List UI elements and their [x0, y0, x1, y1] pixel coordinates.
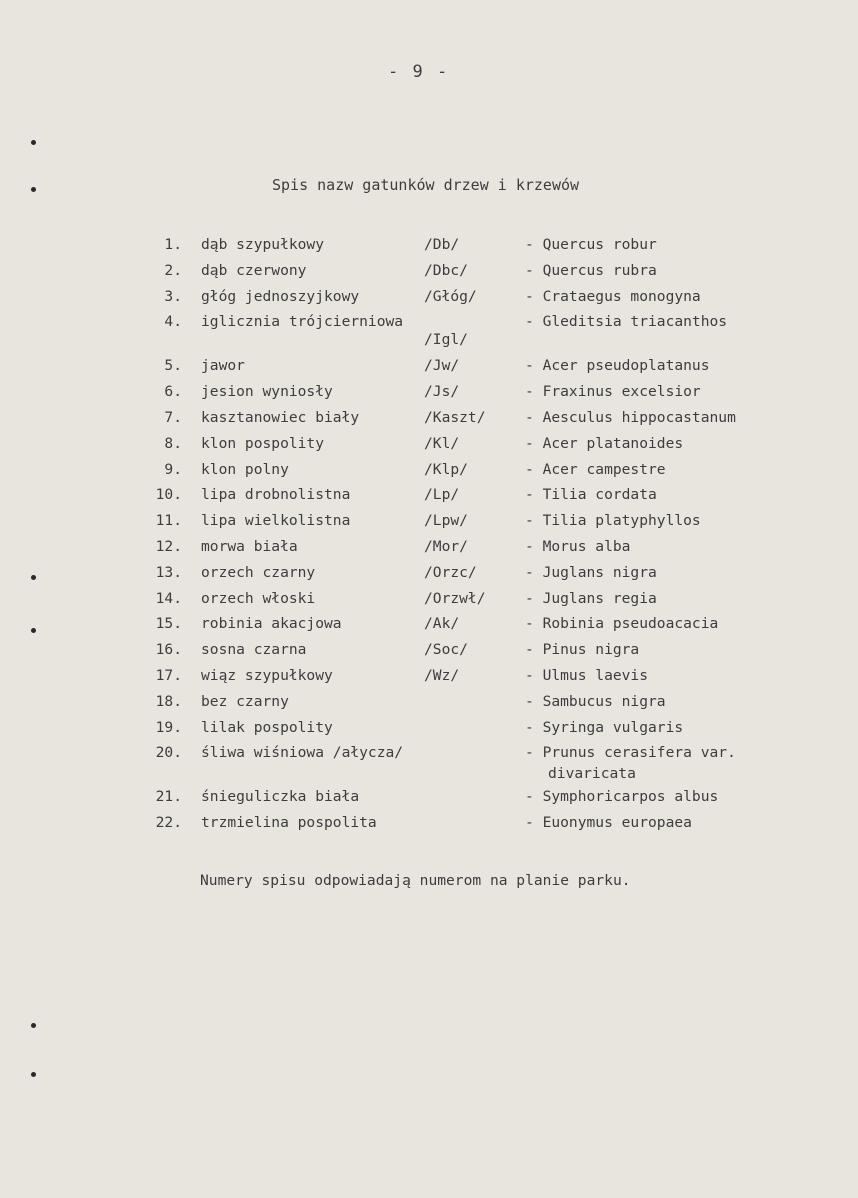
- item-latin-line: - Prunus cerasifera var.: [525, 744, 736, 762]
- item-abbreviation: /Mor/: [424, 537, 468, 555]
- list-item: [0, 431, 858, 457]
- item-number: 19.: [155, 718, 182, 736]
- item-latin-name: [525, 637, 639, 663]
- item-latin-name: [525, 611, 718, 637]
- item-latin-line: - Aesculus hippocastanum: [525, 408, 736, 426]
- item-polish-name: dąb czerwony: [201, 261, 307, 279]
- item-latin-line: - Syringa vulgaris: [525, 718, 684, 736]
- item-number: 11.: [155, 512, 182, 530]
- item-number: 5.: [164, 357, 182, 375]
- item-number: 20.: [155, 744, 182, 762]
- item-latin-line: - Gleditsia triacanthos: [525, 313, 728, 331]
- item-polish-name: klon polny: [201, 460, 289, 478]
- item-abbreviation: /Kaszt/: [424, 408, 486, 426]
- item-latin-name: [525, 784, 718, 810]
- item-latin-name: [525, 560, 657, 586]
- item-polish-name: sosna czarna: [201, 641, 307, 659]
- list-item: [0, 784, 858, 810]
- item-abbreviation: /Ak/: [424, 615, 460, 633]
- item-latin-line: - Sambucus nigra: [525, 692, 666, 710]
- list-item: [0, 405, 858, 431]
- item-polish-name: głóg jednoszyjkowy: [201, 287, 360, 305]
- item-latin-name: [525, 534, 630, 560]
- item-polish-name: jawor: [201, 357, 245, 375]
- item-abbreviation: /Kl/: [424, 434, 460, 452]
- item-latin-name: [525, 740, 736, 781]
- item-latin-name: [525, 258, 657, 284]
- list-item: [0, 637, 858, 663]
- list-item: [0, 663, 858, 689]
- item-abbreviation: /Soc/: [424, 641, 468, 659]
- item-number: 7.: [164, 408, 182, 426]
- list-item: [0, 560, 858, 586]
- item-latin-line: - Tilia platyphyllos: [525, 512, 701, 530]
- list-item: [0, 482, 858, 508]
- item-latin-line-continuation: divaricata: [548, 765, 636, 783]
- item-latin-name: [525, 586, 657, 612]
- item-latin-line: - Juglans nigra: [525, 563, 657, 581]
- item-latin-line: - Symphoricarpos albus: [525, 788, 719, 806]
- item-number: 15.: [155, 615, 182, 633]
- item-latin-name: [525, 232, 657, 258]
- item-number: 8.: [164, 434, 182, 452]
- list-item: [0, 353, 858, 379]
- item-latin-line: - Tilia cordata: [525, 486, 657, 504]
- item-polish-name: orzech czarny: [201, 563, 316, 581]
- item-latin-name: [525, 663, 648, 689]
- item-number: 2.: [164, 261, 182, 279]
- item-polish-name: trzmielina pospolita: [201, 814, 377, 832]
- list-item: [0, 258, 858, 284]
- item-polish-name: klon pospolity: [201, 434, 325, 452]
- list-item: [0, 309, 858, 353]
- item-latin-line: - Pinus nigra: [525, 641, 640, 659]
- item-number: 14.: [155, 589, 182, 607]
- item-number: 17.: [155, 666, 182, 684]
- item-polish-name: śnieguliczka biała: [201, 788, 360, 806]
- item-abbreviation: /Js/: [424, 383, 460, 401]
- item-latin-line: - Crataegus monogyna: [525, 287, 701, 305]
- item-latin-line: - Quercus robur: [525, 236, 657, 253]
- item-abbreviation: /Db/: [424, 236, 460, 253]
- list-item: [0, 508, 858, 534]
- item-polish-name: robinia akacjowa: [201, 615, 342, 633]
- item-latin-name: [525, 431, 683, 457]
- list-item: [0, 810, 858, 836]
- item-number: 21.: [155, 788, 182, 806]
- item-number: 6.: [164, 383, 182, 401]
- item-latin-line: - Ulmus laevis: [525, 666, 649, 684]
- item-latin-name: [525, 689, 666, 715]
- item-polish-name: jesion wyniosły: [201, 383, 333, 401]
- item-latin-line: - Quercus rubra: [525, 261, 657, 279]
- item-number: 18.: [155, 692, 182, 710]
- item-polish-name: wiąz szypułkowy: [201, 666, 333, 684]
- item-latin-name: [525, 810, 692, 836]
- item-polish-name: kasztanowiec biały: [201, 408, 360, 426]
- list-item: [0, 457, 858, 483]
- item-abbreviation: /Orzc/: [424, 563, 477, 581]
- item-latin-line: - Acer platanoides: [525, 434, 684, 452]
- list-item: [0, 586, 858, 612]
- item-latin-line: - Fraxinus excelsior: [525, 383, 701, 401]
- punch-hole-mark: [31, 187, 36, 192]
- item-latin-name: [525, 353, 710, 379]
- item-number: 13.: [155, 563, 182, 581]
- species-list: [0, 232, 858, 836]
- item-abbreviation: /Dbc/: [424, 261, 468, 279]
- punch-hole-mark: [31, 140, 36, 145]
- list-item: [0, 379, 858, 405]
- item-polish-name: bez czarny: [201, 692, 289, 710]
- item-abbreviation: /Orzwł/: [424, 589, 486, 607]
- item-abbreviation: /Głóg/: [424, 287, 477, 305]
- item-number: 3.: [164, 287, 182, 305]
- footnote: Numery spisu odpowiadają numerom na planie parku.: [200, 872, 631, 889]
- punch-hole-mark: [31, 1072, 36, 1077]
- item-number: 22.: [155, 814, 182, 832]
- item-latin-name: [525, 508, 701, 534]
- item-latin-name: [525, 715, 683, 741]
- item-latin-name: [525, 405, 736, 431]
- item-polish-name: lilak pospolity: [201, 718, 333, 736]
- list-item: [0, 611, 858, 637]
- item-number: 16.: [155, 641, 182, 659]
- item-latin-name: [525, 379, 701, 405]
- item-number: 9.: [164, 460, 182, 478]
- item-latin-line: - Euonymus europaea: [525, 814, 692, 832]
- item-polish-name: lipa drobnolistna: [201, 486, 351, 504]
- item-number: 1.: [164, 236, 182, 253]
- page-title: Spis nazw gatunków drzew i krzewów: [272, 176, 580, 194]
- item-number: 12.: [155, 537, 182, 555]
- item-number: 4.: [164, 313, 182, 331]
- item-abbreviation: /Wz/: [424, 666, 460, 684]
- item-abbreviation: /Klp/: [424, 460, 468, 478]
- item-abbreviation: /Lp/: [424, 486, 460, 504]
- item-latin-line: - Acer pseudoplatanus: [525, 357, 710, 375]
- item-polish-name: lipa wielkolistna: [201, 512, 351, 530]
- list-item: [0, 284, 858, 310]
- item-polish-name: morwa biała: [201, 537, 298, 555]
- list-item: [0, 689, 858, 715]
- list-item: [0, 715, 858, 741]
- item-polish-name: iglicznia trójcierniowa: [201, 313, 404, 331]
- item-latin-name: [525, 457, 666, 483]
- item-number: 10.: [155, 486, 182, 504]
- punch-hole-mark: [31, 1023, 36, 1028]
- page-number: - 9 -: [388, 62, 450, 82]
- item-polish-name: orzech włoski: [201, 589, 316, 607]
- item-latin-line: - Morus alba: [525, 537, 631, 555]
- item-polish-name: śliwa wiśniowa /ałycza/: [201, 744, 404, 762]
- item-latin-name: [525, 309, 727, 335]
- item-abbreviation: /Lpw/: [424, 512, 468, 530]
- item-abbreviation: /Jw/: [424, 357, 460, 375]
- item-latin-line: - Acer campestre: [525, 460, 666, 478]
- list-item: [0, 534, 858, 560]
- list-item: [0, 232, 858, 258]
- item-latin-name: [525, 482, 657, 508]
- item-latin-name: [525, 284, 701, 310]
- item-latin-line: - Juglans regia: [525, 589, 657, 607]
- list-item: [0, 740, 858, 784]
- item-latin-line: - Robinia pseudoacacia: [525, 615, 719, 633]
- item-abbreviation: /Igl/: [424, 331, 468, 349]
- item-polish-name: dąb szypułkowy: [201, 236, 325, 253]
